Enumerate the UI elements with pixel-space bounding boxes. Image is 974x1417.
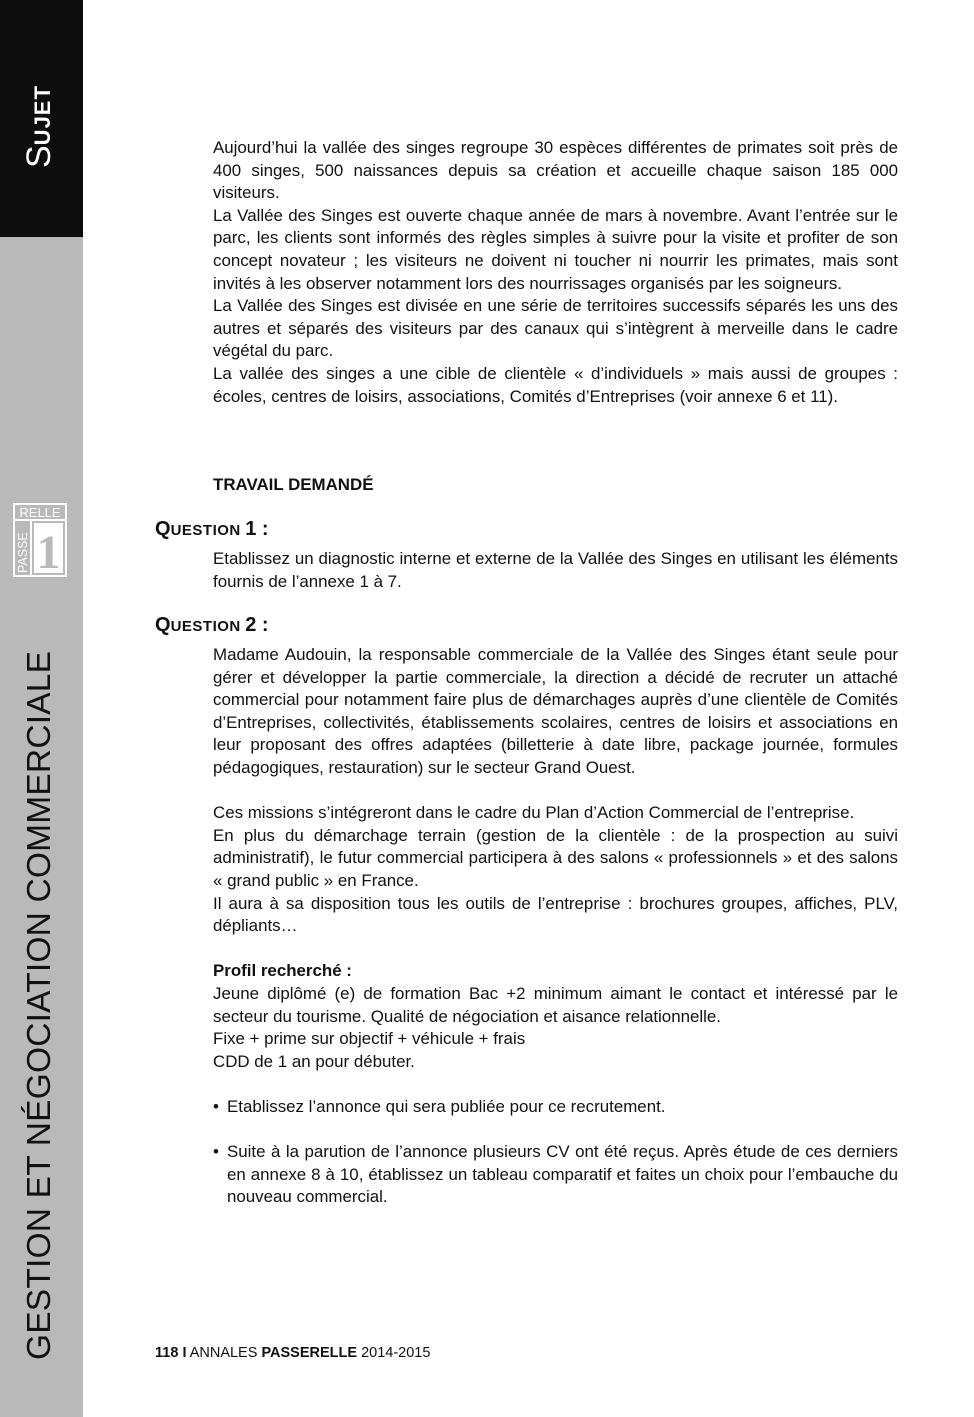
question-1-paragraph: Etablissez un diagnostic interne et externe de la Vallée des Singes en utilisant les éléments fournis de l’annexe 1 à 7. xyxy=(213,549,898,591)
intro-paragraph: Aujourd’hui la vallée des singes regroupe 30 espèces différentes de primates soit près de 400 singes, 500 naissances depuis sa création et accueille chaque saison 185 000 visiteurs. xyxy=(213,138,898,203)
page-footer xyxy=(155,1345,430,1361)
question-2-paragraph: Madame Audouin, la responsable commerciale de la Vallée des Singes étant seule pour gérer et développer la partie commerciale, la direction a décidé de recruter un attaché commercial pour notamment faire plus de démarchages auprès d’une clientèle de Comités d’Entreprises, collectivités, établissements scolaires, centres de loisirs et associations en leur proposant des offres adaptées (billetterie à date libre, package journée, formules pédagogiques, restauration) sur le secteur Grand Ouest. xyxy=(213,645,898,777)
sidebar-header-block xyxy=(0,0,83,237)
task-bullet xyxy=(213,1141,898,1209)
question-2-text xyxy=(213,644,898,1209)
travail-heading: TRAVAIL DEMANDÉ xyxy=(213,475,374,494)
question-2-heading: QUESTION 2 : xyxy=(155,614,269,636)
question-1-heading: QUESTION 1 : xyxy=(155,518,269,540)
passerelle-logo xyxy=(13,503,67,577)
question-1-text xyxy=(213,548,898,593)
question-2-paragraph: En plus du démarchage terrain (gestion de la clientèle : de la prospection au suivi administratif), le futur commercial participera à des salons « professionnels » et des salons « grand public » en France. xyxy=(213,825,898,890)
profil-line: Jeune diplômé (e) de formation Bac +2 minimum aimant le contact et intéressé par le secteur du tourisme. Qualité de négociation et aisance relationnelle. xyxy=(213,983,898,1026)
bullet-marker: • xyxy=(213,1096,219,1116)
intro-text xyxy=(213,137,898,408)
question-2-paragraph: Ces missions s’intégreront dans le cadre du Plan d’Action Commercial de l’entreprise. xyxy=(213,803,855,823)
footer-brand: PASSERELLE xyxy=(261,1345,358,1361)
task-bullet xyxy=(213,1096,898,1119)
bullet-text: Suite à la parution de l’annonce plusieurs CV ont été reçus. Après étude de ces derniers en annexe 8 à 10, établissez un tableau comparatif et faites un choix pour l’embauche du nouveau commercial. xyxy=(227,1142,898,1207)
intro-paragraph: La Vallée des Singes est ouverte chaque année de mars à novembre. Avant l’entrée sur le parc, les clients sont informés des règles simples à suivre pour la visite et profiter de son concept novateur ; les visiteurs ne doivent ni toucher ni nourrir les primates, mais sont invités à les observer notamment lors des nourrissages organisés par les soigneurs. xyxy=(213,205,898,293)
vertical-section-title: GESTION ET NÉGOCIATION COMMERCIALE xyxy=(21,650,58,1360)
logo-text-side: PASSE xyxy=(16,532,30,573)
logo-number: 1 xyxy=(36,526,61,577)
section-label-sujet: SUJET xyxy=(20,85,58,168)
footer-separator: I xyxy=(182,1345,187,1361)
profil-heading: Profil recherché : xyxy=(213,961,352,981)
intro-paragraph: La Vallée des Singes est divisée en une série de territoires successifs séparés les uns des autres et séparés des visiteurs par des canaux qui s’intègrent à merveille dans le cadre végétal du parc. xyxy=(213,296,898,361)
profil-line: CDD de 1 an pour débuter. xyxy=(213,1051,415,1071)
question-2-paragraph: Il aura à sa disposition tous les outils de l’entreprise : brochures groupes, affiches, PLV, dépliants… xyxy=(213,893,898,936)
page-number: 118 xyxy=(155,1345,179,1361)
bullet-text: Etablissez l’annonce qui sera publiée pour ce recrutement. xyxy=(227,1096,666,1116)
bullet-marker: • xyxy=(213,1142,219,1162)
footer-years: 2014-2015 xyxy=(361,1345,431,1361)
footer-annales: ANNALES xyxy=(189,1345,258,1361)
profil-line: Fixe + prime sur objectif + véhicule + frais xyxy=(213,1029,526,1049)
intro-paragraph: La vallée des singes a une cible de clientèle « d’individuels » mais aussi de groupes : écoles, centres de loisirs, associations, Comités d’Entreprises (voir annexe 6 et 11). xyxy=(213,363,898,406)
logo-text-top: RELLE xyxy=(19,505,61,520)
